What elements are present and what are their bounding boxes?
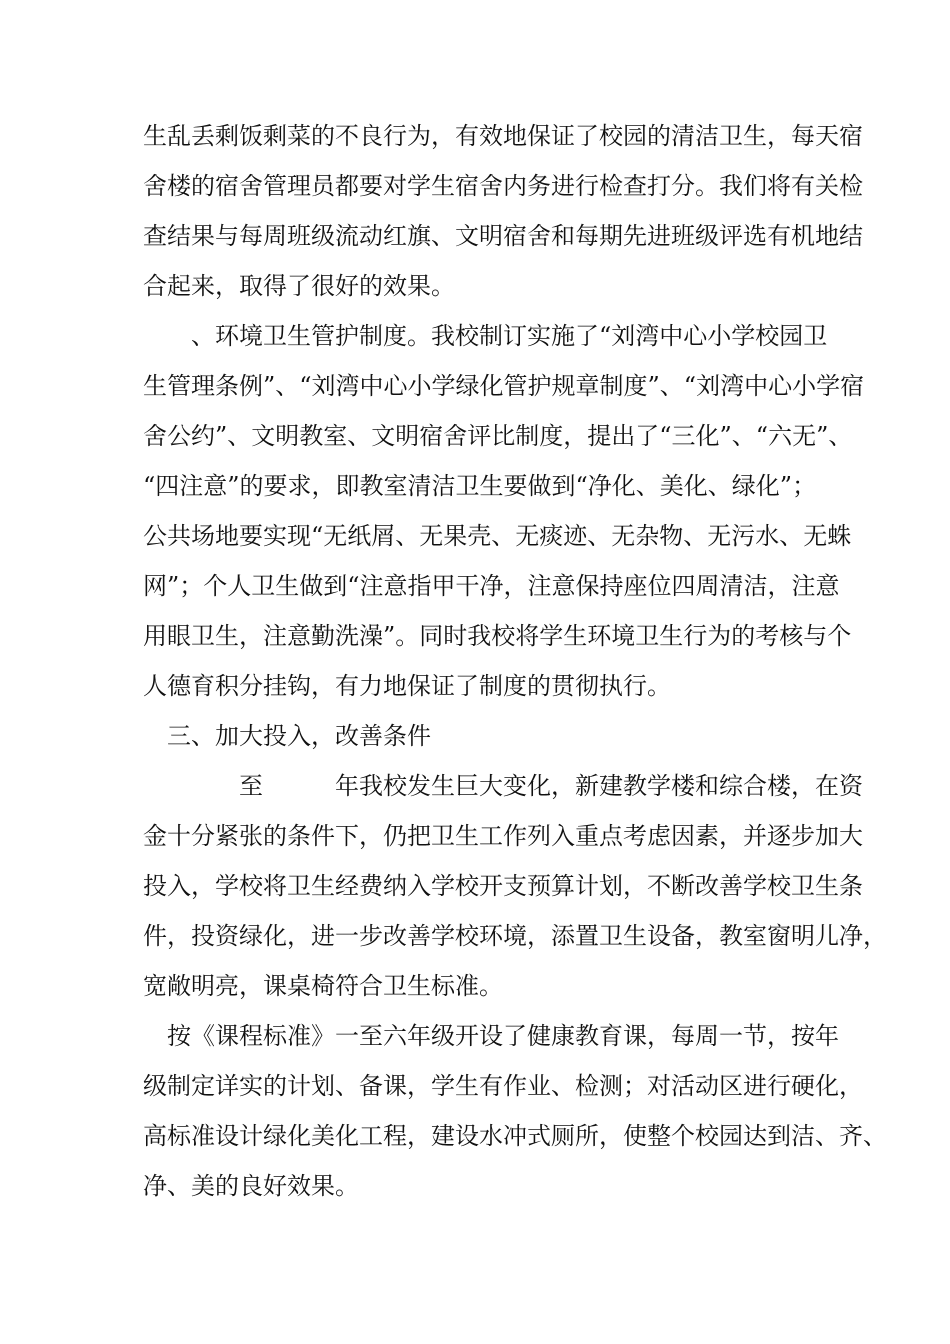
text-line-20: 级制定详实的计划、备课，学生有作业、检测；对活动区进行硬化，: [143, 1072, 863, 1100]
text-line-4: 合起来，取得了很好的效果。: [143, 272, 455, 300]
text-line-18: 宽敞明亮，课桌椅符合卫生标准。: [143, 972, 503, 1000]
text-line-1: 生乱丢剩饭剩菜的不良行为，有效地保证了校园的清洁卫生，每天宿: [143, 122, 863, 150]
text-line-15: 金十分紧张的条件下，仍把卫生工作列入重点考虑因素，并逐步加大: [143, 822, 863, 850]
text-line-22: 净、美的良好效果。: [143, 1172, 359, 1200]
text-line-7: 舍公约”、文明教室、文明宿舍评比制度，提出了“三化”、“六无”、: [143, 422, 853, 450]
text-line-2: 舍楼的宿舍管理员都要对学生宿舍内务进行检查打分。我们将有关检: [143, 172, 863, 200]
text-line-14: 至 年我校发生巨大变化，新建教学楼和综合楼，在资: [143, 772, 863, 800]
text-line-10: 网”；个人卫生做到“注意指甲干净，注意保持座位四周清洁，注意: [143, 572, 840, 600]
text-line-9: 公共场地要实现“无纸屑、无果壳、无痰迹、无杂物、无污水、无蛛: [143, 522, 852, 550]
text-line-12: 人德育积分挂钩，有力地保证了制度的贯彻执行。: [143, 672, 671, 700]
text-line-21: 高标准设计绿化美化工程，建设水冲式厕所，使整个校园达到洁、齐、: [143, 1122, 887, 1150]
text-line-11: 用眼卫生，注意勤洗澡”。同时我校将学生环境卫生行为的考核与个: [143, 622, 852, 650]
text-line-3: 查结果与每周班级流动红旗、文明宿舍和每期先进班级评选有机地结: [143, 222, 863, 250]
text-line-5: 、环境卫生管护制度。我校制订实施了“刘湾中心小学校园卫: [143, 322, 828, 350]
text-line-19: 按《课程标准》一至六年级开设了健康教育课，每周一节，按年: [143, 1022, 839, 1050]
section-heading: 三、加大投入，改善条件: [143, 722, 431, 750]
text-line-17: 件，投资绿化，进一步改善学校环境，添置卫生设备，教室窗明儿净，: [143, 922, 887, 950]
text-line-8: “四注意”的要求，即教室清洁卫生要做到“净化、美化、绿化”；: [143, 472, 817, 500]
text-line-6: 生管理条例”、“刘湾中心小学绿化管护规章制度”、“刘湾中心小学宿: [143, 372, 865, 400]
text-line-16: 投入，学校将卫生经费纳入学校开支预算计划，不断改善学校卫生条: [143, 872, 863, 900]
